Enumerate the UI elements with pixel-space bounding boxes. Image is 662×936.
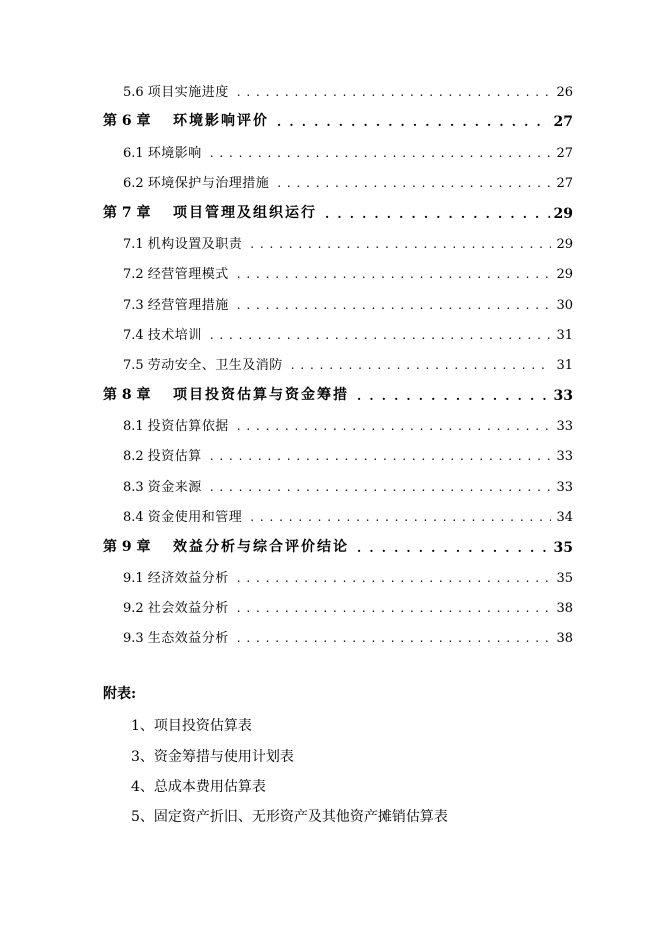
toc-chapter-number: 第 6 章 bbox=[103, 113, 151, 129]
dot-leader bbox=[325, 205, 550, 219]
toc-page-number: 29 bbox=[553, 206, 573, 222]
dot-leader bbox=[237, 569, 551, 583]
toc-number: 6.1 bbox=[123, 146, 144, 161]
toc-page-number: 33 bbox=[553, 388, 573, 404]
toc-page-number: 26 bbox=[556, 85, 573, 100]
toc-row-section[interactable] bbox=[123, 169, 573, 191]
toc-chapter-number: 第 9 章 bbox=[103, 539, 151, 555]
toc-page-number: 31 bbox=[556, 358, 573, 373]
toc-number: 8.4 bbox=[123, 510, 144, 525]
toc-page-number: 31 bbox=[556, 328, 573, 343]
toc-row-chapter[interactable] bbox=[103, 382, 573, 404]
toc-title: 投资估算 bbox=[147, 449, 202, 464]
toc-page-number: 27 bbox=[556, 176, 573, 191]
toc-row-section[interactable] bbox=[123, 321, 573, 343]
toc-number: 7.4 bbox=[123, 328, 144, 343]
toc-row-section[interactable] bbox=[123, 351, 573, 373]
dot-leader bbox=[357, 539, 550, 553]
toc-number: 7.2 bbox=[123, 267, 144, 282]
toc-page-number: 27 bbox=[553, 114, 573, 130]
appendix-item[interactable]: 3、资金筹措与使用计划表 bbox=[131, 749, 294, 765]
toc-chapter-number: 第 8 章 bbox=[103, 387, 151, 403]
toc-page-number: 33 bbox=[556, 419, 573, 434]
toc-title: 项目实施进度 bbox=[147, 85, 229, 100]
toc-title: 劳动安全、卫生及消防 bbox=[147, 358, 283, 373]
dot-leader bbox=[277, 113, 550, 127]
toc-page-number: 35 bbox=[553, 540, 573, 556]
appendix-item[interactable]: 4、总成本费用估算表 bbox=[131, 779, 266, 795]
dot-leader bbox=[237, 296, 551, 310]
dot-leader bbox=[210, 326, 551, 340]
toc-page-number: 33 bbox=[556, 449, 573, 464]
toc-page-number: 29 bbox=[556, 267, 573, 282]
toc-number: 5.6 bbox=[123, 85, 144, 100]
toc-number: 6.2 bbox=[123, 176, 144, 191]
toc-title: 经济效益分析 bbox=[147, 571, 229, 586]
toc-title: 资金使用和管理 bbox=[147, 510, 243, 525]
toc-title: 技术培训 bbox=[147, 328, 202, 343]
toc-number: 8.2 bbox=[123, 449, 144, 464]
toc-row-section[interactable] bbox=[123, 291, 573, 313]
dot-leader bbox=[237, 417, 551, 431]
dot-leader bbox=[277, 174, 551, 188]
appendix-item[interactable]: 1、项目投资估算表 bbox=[131, 718, 252, 734]
toc-row-section[interactable] bbox=[123, 503, 573, 525]
toc-page-number: 34 bbox=[556, 510, 573, 525]
toc-row-section[interactable] bbox=[123, 78, 573, 100]
toc-page-number: 38 bbox=[556, 631, 573, 646]
toc-row-section[interactable] bbox=[123, 260, 573, 282]
toc-number: 7.3 bbox=[123, 298, 144, 313]
toc-number: 8.3 bbox=[123, 480, 144, 495]
toc-row-chapter[interactable] bbox=[103, 200, 573, 222]
toc-page-number: 27 bbox=[556, 146, 573, 161]
appendix-item[interactable]: 5、固定资产折旧、无形资产及其他资产摊销估算表 bbox=[131, 809, 448, 825]
toc-page-number: 29 bbox=[556, 237, 573, 252]
dot-leader bbox=[237, 265, 551, 279]
dot-leader bbox=[210, 447, 551, 461]
toc-title: 资金来源 bbox=[147, 480, 202, 495]
toc-row-section[interactable] bbox=[123, 594, 573, 616]
toc-row-section[interactable] bbox=[123, 442, 573, 464]
appendix-heading: 附表: bbox=[103, 686, 137, 702]
toc-number: 8.1 bbox=[123, 419, 144, 434]
toc-chapter-number: 第 7 章 bbox=[103, 205, 151, 221]
toc-row-section[interactable] bbox=[123, 473, 573, 495]
dot-leader bbox=[250, 235, 551, 249]
toc-title: 生态效益分析 bbox=[147, 631, 229, 646]
toc-number: 7.5 bbox=[123, 358, 144, 373]
dot-leader bbox=[210, 144, 551, 158]
toc-title: 社会效益分析 bbox=[147, 601, 229, 616]
dot-leader bbox=[210, 478, 551, 492]
toc-chapter-title: 环境影响评价 bbox=[173, 113, 269, 129]
dot-leader bbox=[237, 629, 551, 643]
dot-leader bbox=[357, 387, 550, 401]
toc-page-number: 33 bbox=[556, 480, 573, 495]
toc-title: 机构设置及职责 bbox=[147, 237, 243, 252]
toc-title: 经营管理措施 bbox=[147, 298, 229, 313]
toc-row-section[interactable] bbox=[123, 139, 573, 161]
toc-row-section[interactable] bbox=[123, 624, 573, 646]
toc-row-chapter[interactable] bbox=[103, 108, 573, 130]
toc-page-number: 35 bbox=[556, 571, 573, 586]
toc-row-section[interactable] bbox=[123, 564, 573, 586]
dot-leader bbox=[237, 83, 551, 97]
toc-number: 9.3 bbox=[123, 631, 144, 646]
toc-title: 环境保护与治理措施 bbox=[147, 176, 270, 191]
toc-chapter-title: 效益分析与综合评价结论 bbox=[173, 539, 349, 555]
toc-number: 9.1 bbox=[123, 571, 144, 586]
toc-row-section[interactable] bbox=[123, 230, 573, 252]
toc-row-section[interactable] bbox=[123, 412, 573, 434]
toc-title: 投资估算依据 bbox=[147, 419, 229, 434]
toc-title: 环境影响 bbox=[147, 146, 202, 161]
toc-number: 7.1 bbox=[123, 237, 144, 252]
toc-chapter-title: 项目管理及组织运行 bbox=[173, 205, 317, 221]
toc-title: 经营管理模式 bbox=[147, 267, 229, 282]
dot-leader bbox=[291, 356, 551, 370]
toc-page-number: 30 bbox=[556, 298, 573, 313]
toc-page-number: 38 bbox=[556, 601, 573, 616]
toc-number: 9.2 bbox=[123, 601, 144, 616]
dot-leader bbox=[250, 508, 551, 522]
toc-row-chapter[interactable] bbox=[103, 534, 573, 556]
toc-chapter-title: 项目投资估算与资金筹措 bbox=[173, 387, 349, 403]
dot-leader bbox=[237, 599, 551, 613]
